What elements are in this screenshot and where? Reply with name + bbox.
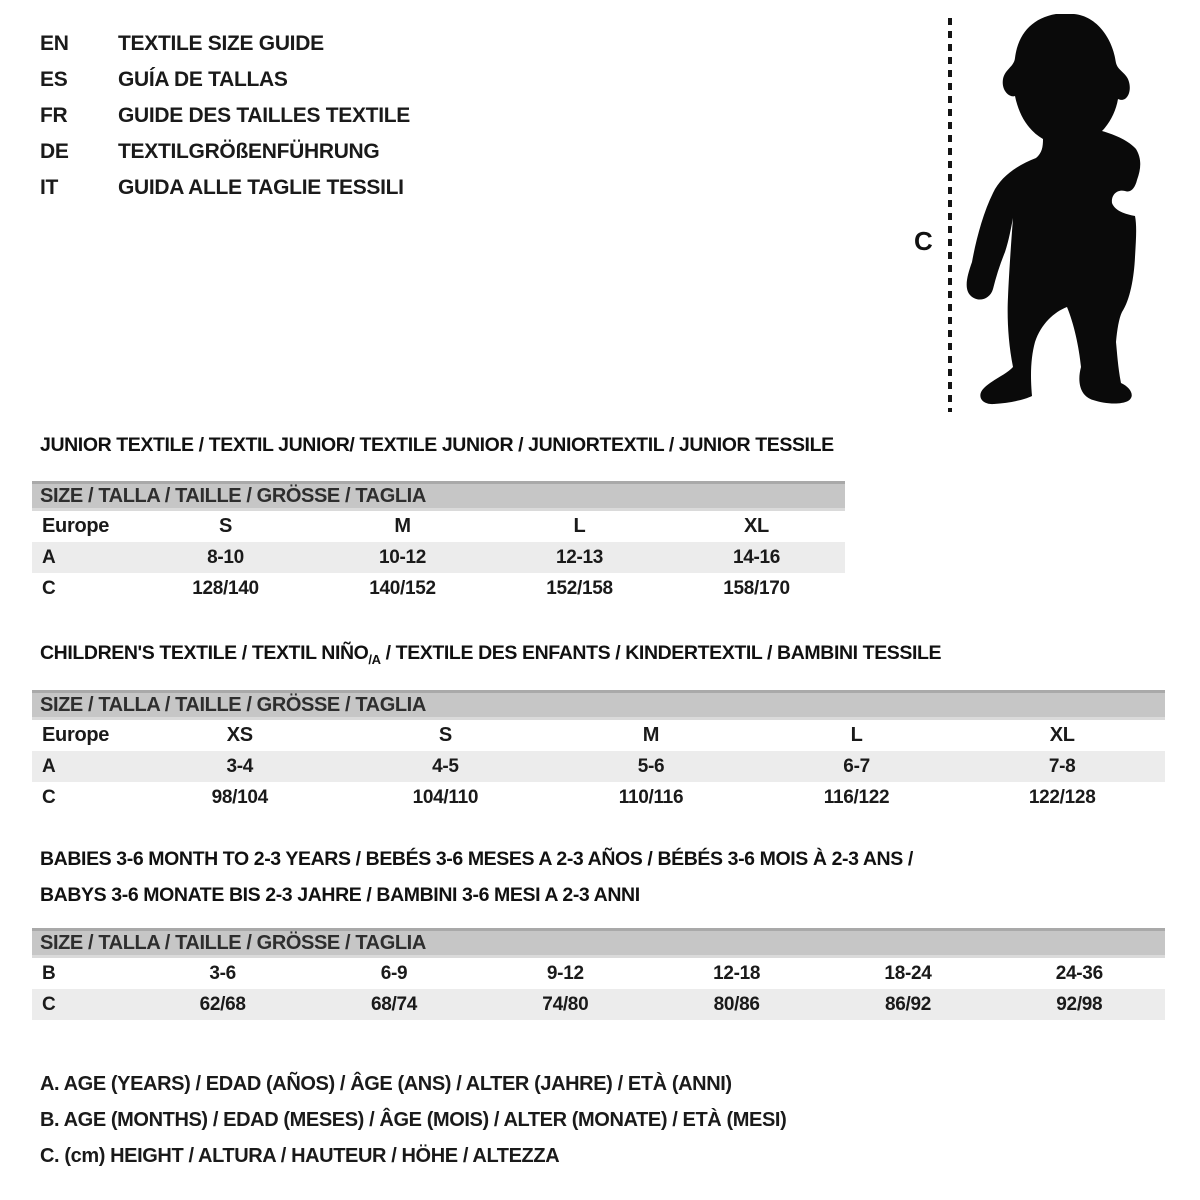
cell-value: 140/152 xyxy=(369,577,436,599)
cell-value: 24-36 xyxy=(1055,962,1103,984)
children-title-main: CHILDREN'S TEXTILE / TEXTIL NIÑO xyxy=(40,642,369,664)
cell-value: 92/98 xyxy=(1056,993,1103,1015)
size-column: L xyxy=(850,724,863,746)
children-title-rest: / TEXTILE DES ENFANTS / KINDERTEXTIL / BAMBINI TESSILE xyxy=(380,642,942,664)
babies-section-title xyxy=(40,848,913,920)
size-header-label: SIZE / TALLA / TAILLE / GRÖSSE / TAGLIA xyxy=(40,693,426,716)
junior-columns-row xyxy=(32,511,845,542)
size-column: S xyxy=(218,515,233,537)
size-column: XL xyxy=(1049,724,1075,746)
size-header-label: SIZE / TALLA / TAILLE / GRÖSSE / TAGLIA xyxy=(40,484,426,507)
language-code: DE xyxy=(40,140,69,163)
language-list xyxy=(40,26,410,206)
language-code: FR xyxy=(40,104,68,127)
babies-title-line2: BABYS 3-6 MONATE BIS 2-3 JAHRE / BAMBINI 3-6 MESI A 2-3 ANNI xyxy=(40,884,640,906)
cell-value: 10-12 xyxy=(378,546,427,568)
language-title: GUIDA ALLE TAGLIE TESSILI xyxy=(118,176,404,199)
children-title-subscript: /A xyxy=(368,652,381,667)
cell-value: 152/158 xyxy=(546,577,613,599)
cell-value: 68/74 xyxy=(370,993,418,1015)
table-row xyxy=(32,958,1165,989)
cell-value: 74/80 xyxy=(542,993,589,1015)
language-title: GUIDE DES TAILLES TEXTILE xyxy=(118,104,410,127)
size-header-bar xyxy=(32,690,1165,720)
row-label: A xyxy=(42,755,56,777)
cell-value: 7-8 xyxy=(1048,755,1076,777)
children-section-title xyxy=(40,642,941,667)
cell-value: 4-5 xyxy=(432,755,459,777)
cell-value: 3-6 xyxy=(209,962,236,984)
cell-value: 18-24 xyxy=(884,962,932,984)
cell-value: 110/116 xyxy=(618,786,684,808)
table-row xyxy=(32,989,1165,1020)
size-header-label: SIZE / TALLA / TAILLE / GRÖSSE / TAGLIA xyxy=(40,931,426,954)
cell-value: 3-4 xyxy=(226,755,254,777)
size-column: S xyxy=(438,724,452,746)
cell-value: 14-16 xyxy=(732,546,781,568)
cell-value: 12-18 xyxy=(713,962,761,984)
cell-value: 158/170 xyxy=(723,577,790,599)
children-size-table xyxy=(32,690,1165,813)
size-column: XS xyxy=(226,724,253,746)
cell-value: 86/92 xyxy=(884,993,931,1015)
cell-value: 8-10 xyxy=(207,546,244,568)
cell-value: 6-7 xyxy=(843,755,870,777)
size-header-bar xyxy=(32,928,1165,958)
cell-value: 116/122 xyxy=(823,786,890,808)
language-row-de xyxy=(40,134,410,170)
table-row xyxy=(32,542,845,573)
language-code: EN xyxy=(40,32,69,55)
region-label: Europe xyxy=(42,724,110,746)
language-code: IT xyxy=(40,176,59,199)
row-label: C xyxy=(42,786,56,808)
cell-value: 62/68 xyxy=(199,993,246,1015)
row-label: B xyxy=(42,962,56,984)
table-row xyxy=(32,782,1165,813)
row-label: C xyxy=(42,577,56,599)
size-header-bar xyxy=(32,481,845,511)
cell-value: 5-6 xyxy=(637,755,665,777)
size-column: L xyxy=(573,515,586,537)
table-row xyxy=(32,573,845,604)
table-row xyxy=(32,751,1165,782)
language-row-fr xyxy=(40,98,410,134)
cell-value: 9-12 xyxy=(546,962,584,984)
language-row-en xyxy=(40,26,410,62)
children-columns-row xyxy=(32,720,1165,751)
legend-line-a: A. AGE (YEARS) / EDAD (AÑOS) / ÂGE (ANS) / ALTER (JAHRE) / ETÀ (ANNI) xyxy=(40,1072,732,1095)
measure-legend xyxy=(40,1066,786,1174)
size-column: M xyxy=(642,724,660,746)
toddler-silhouette-image xyxy=(912,10,1152,422)
region-label: Europe xyxy=(42,515,110,537)
junior-section-title: JUNIOR TEXTILE / TEXTIL JUNIOR/ TEXTILE JUNIOR / JUNIORTEXTIL / JUNIOR TESSILE xyxy=(40,434,834,456)
cell-value: 80/86 xyxy=(713,993,760,1015)
junior-size-table xyxy=(32,481,845,604)
language-row-es xyxy=(40,62,410,98)
legend-line-c: C. (cm) HEIGHT / ALTURA / HAUTEUR / HÖHE / ALTEZZA xyxy=(40,1144,560,1167)
language-row-it xyxy=(40,170,410,206)
height-measure-figure xyxy=(912,10,1152,422)
cell-value: 104/110 xyxy=(412,786,479,808)
babies-title-line1: BABIES 3-6 MONTH TO 2-3 YEARS / BEBÉS 3-6 MESES A 2-3 AÑOS / BÉBÉS 3-6 MOIS À 2-3 ANS / xyxy=(40,848,913,870)
legend-line-b: B. AGE (MONTHS) / EDAD (MESES) / ÂGE (MOIS) / ALTER (MONATE) / ETÀ (MESI) xyxy=(40,1108,787,1131)
size-column: XL xyxy=(744,515,769,537)
language-title: TEXTILE SIZE GUIDE xyxy=(118,32,324,55)
babies-size-table xyxy=(32,928,1165,1020)
language-code: ES xyxy=(40,68,68,91)
cell-value: 128/140 xyxy=(192,577,259,599)
cell-value: 122/128 xyxy=(1028,786,1096,808)
cell-value: 6-9 xyxy=(380,962,408,984)
cell-value: 98/104 xyxy=(211,786,268,808)
row-label: A xyxy=(42,546,56,568)
row-label: C xyxy=(42,993,56,1015)
language-title: TEXTILGRÖßENFÜHRUNG xyxy=(118,140,380,163)
cell-value: 12-13 xyxy=(555,546,604,568)
toddler-silhouette-path xyxy=(967,14,1141,404)
height-measure-label: C xyxy=(914,226,933,256)
size-column: M xyxy=(394,515,411,537)
language-title: GUÍA DE TALLAS xyxy=(118,68,288,91)
